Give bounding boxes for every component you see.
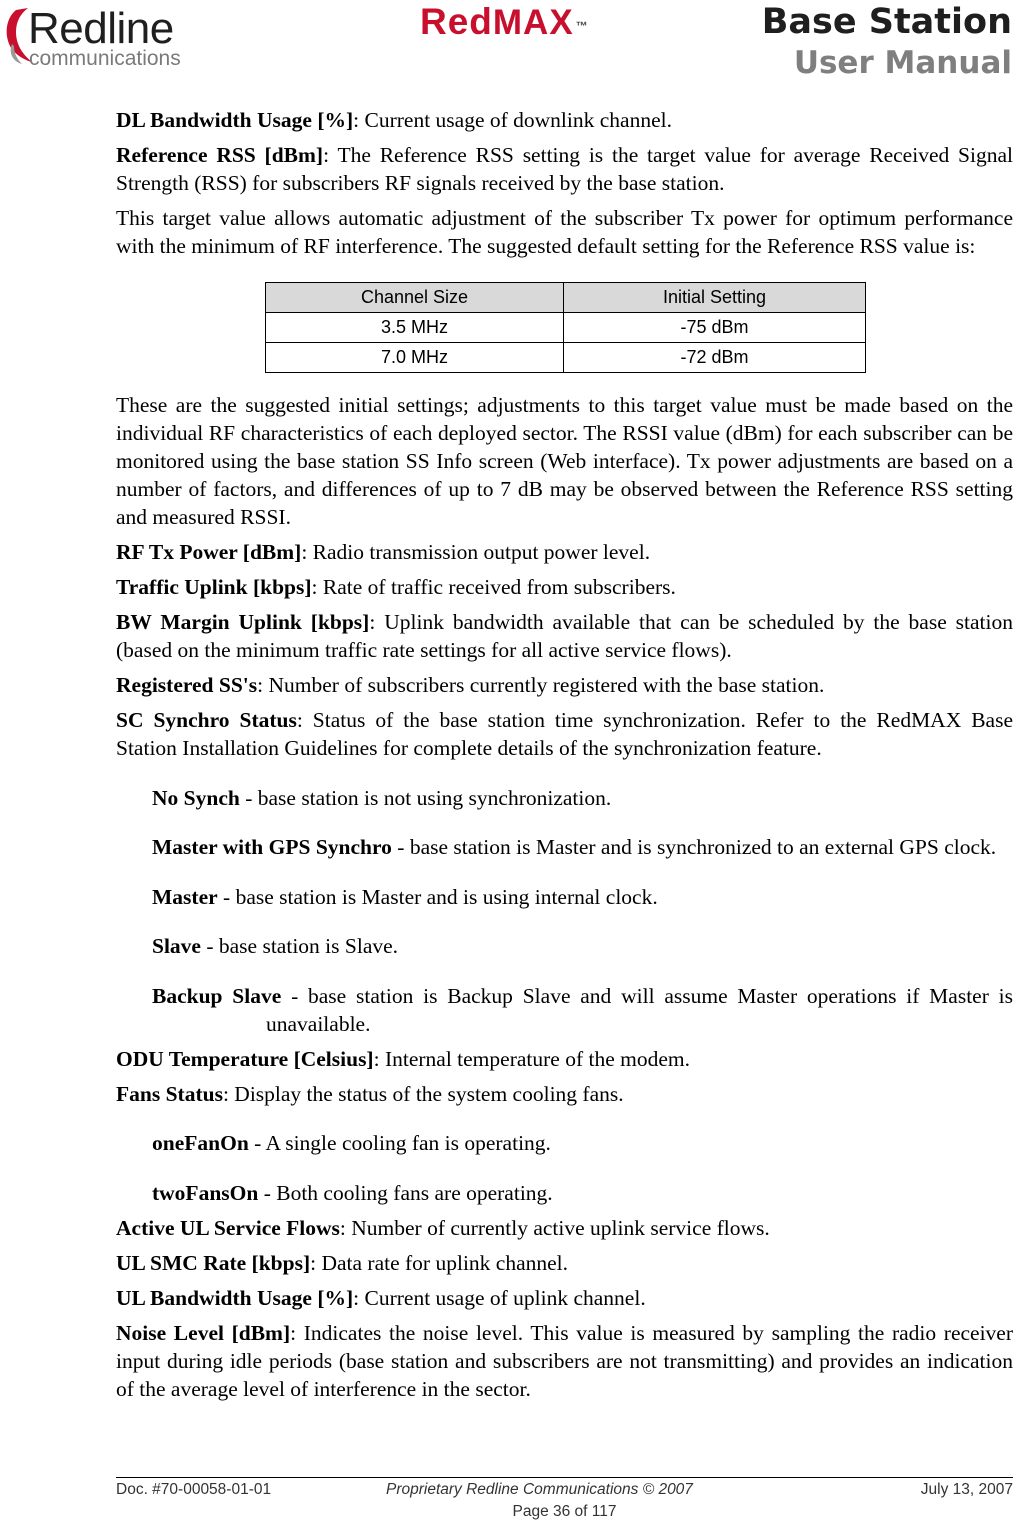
column-header: Channel Size [266, 283, 564, 313]
term: Master [152, 884, 218, 909]
definition: - base station is not using synchronization. [239, 785, 612, 810]
term: DL Bandwidth Usage [%] [116, 108, 354, 132]
copyright-notice: Proprietary Redline Communications © 2007 [386, 1481, 693, 1498]
term: UL SMC Rate [kbps] [116, 1250, 311, 1275]
rss-table-container [116, 282, 1013, 373]
table-header-row [266, 283, 866, 313]
term: Backup Slave [152, 983, 282, 1008]
definition: : Data rate for uplink channel. [310, 1250, 569, 1275]
definition: - A single cooling fan is operating. [248, 1131, 551, 1155]
fan-option-one-fan-on [152, 1129, 1013, 1157]
definition: : Indicates the noise level. This value is measured by sampling the radio receiver input during idle periods (base station and subscribers are not transmitting) and provides an indication of the average level of interference in the sector. [116, 1320, 1014, 1401]
definition-bw-margin-uplink [116, 608, 1013, 664]
page-content [116, 106, 1013, 1410]
document-date: July 13, 2007 [920, 1481, 1013, 1498]
term: No Synch [152, 785, 240, 810]
term: Slave [152, 934, 201, 958]
document-number: Doc. #70-00058-01-01 [116, 1481, 272, 1498]
definition: - base station is Master and is synchronized to an external GPS clock. [391, 835, 997, 859]
definition: - base station is Backup Slave and will assume Master operations if Master is unavailable. [266, 983, 1013, 1036]
definition-fans-status [116, 1080, 1013, 1108]
manual-subtitle: User Manual [793, 45, 1012, 81]
definition: : Number of currently active uplink service flows. [339, 1215, 770, 1240]
reference-rss-paragraph: This target value allows automatic adjustment of the subscriber Tx power for optimum performance with the minimum of RF interference. The suggested default setting for the Reference RSS value is: [116, 206, 1013, 258]
term: Fans Status [116, 1081, 223, 1106]
definition: : Rate of traffic received from subscribers. [311, 575, 676, 599]
definition: - base station is Master and is using internal clock. [217, 884, 658, 909]
redline-logo [2, 4, 207, 76]
definition: : Display the status of the system cooling fans. [222, 1081, 624, 1106]
term: oneFanOn [152, 1131, 249, 1155]
definition: : Internal temperature of the modem. [373, 1046, 690, 1071]
definition-ul-bandwidth-usage [116, 1284, 1013, 1312]
term: UL Bandwidth Usage [%] [116, 1285, 354, 1310]
table-row [266, 313, 866, 343]
sync-option-backup-slave [152, 982, 1013, 1038]
page-number: Page 36 of 117 [512, 1503, 617, 1520]
table-row [266, 343, 866, 373]
sync-option-master-gps [152, 833, 1013, 861]
definition-active-ul-service-flows [116, 1214, 1013, 1242]
definition-rf-tx-power [116, 538, 1013, 566]
term: Reference RSS [dBm] [116, 143, 324, 167]
term: Traffic Uplink [kbps] [116, 575, 312, 599]
definition-reference-rss [116, 141, 1013, 197]
definition-ul-smc-rate [116, 1249, 1013, 1277]
page-header [0, 0, 1017, 90]
definition-sc-synchro-status [116, 706, 1013, 762]
definition-traffic-uplink [116, 573, 1013, 601]
table-cell: -72 dBm [564, 343, 866, 373]
term: SC Synchro Status [116, 708, 297, 732]
brand-red: Red [420, 1, 493, 42]
logo-wordmark: Redline [28, 4, 174, 53]
definition: - base station is Slave. [200, 934, 399, 958]
definition: : Radio transmission output power level. [301, 540, 651, 564]
rss-adjustment-paragraph: These are the suggested initial settings; adjustments to this target value must be made based on the individual RF characteristics of each deployed sector. The RSSI value (dBm) for each subscriber can be monitored using the base station SS Info screen (Web interface). Tx power adjustments are based on a number of factors, and differences of up to 7 dB may be observed between the Reference RSS setting and measured RSSI. [116, 393, 1013, 529]
term: BW Margin Uplink [kbps] [116, 610, 370, 634]
term: Active UL Service Flows [116, 1215, 340, 1240]
definition: : Status of the base station time synchronization. Refer to the RedMAX Base Station Installation Guidelines for complete details of the synchronization feature. [116, 708, 1013, 760]
definition-registered-ss [116, 671, 1013, 699]
definition: : Current usage of downlink channel. [353, 108, 672, 132]
definition: : Uplink bandwidth available that can be scheduled by the base station (based on the minimum traffic rate settings for all active service flows). [116, 610, 1013, 662]
definition-dl-bandwidth [116, 106, 1013, 134]
term: Noise Level [dBm] [116, 1320, 291, 1345]
definition-noise-level [116, 1319, 1013, 1403]
definition-odu-temperature [116, 1045, 1013, 1073]
redmax-brand [420, 2, 587, 43]
fan-option-two-fans-on [152, 1179, 1013, 1207]
brand-max: MAX [492, 3, 574, 42]
logo-tagline: communications [29, 47, 181, 70]
definition: : Current usage of uplink channel. [353, 1285, 646, 1310]
trademark-symbol: ™ [575, 19, 589, 33]
sync-option-no-synch [152, 784, 1013, 812]
table-cell: 7.0 MHz [266, 343, 564, 373]
term: twoFansOn [152, 1180, 259, 1205]
table-cell: -75 dBm [564, 313, 866, 343]
sync-option-master [152, 883, 1013, 911]
reference-rss-table [265, 282, 866, 373]
definition: : The Reference RSS setting is the target value for average Received Signal Strength (RSS) for subscribers RF signals received by the base station. [116, 143, 1013, 195]
manual-title: Base Station [761, 2, 1012, 42]
sync-option-slave [152, 932, 1013, 960]
definition: - Both cooling fans are operating. [258, 1180, 553, 1205]
definition: : Number of subscribers currently registered with the base station. [257, 673, 825, 697]
column-header: Initial Setting [564, 283, 866, 313]
term: Registered SS's [116, 673, 258, 697]
table-cell: 3.5 MHz [266, 313, 564, 343]
footer-divider [116, 1477, 1013, 1478]
term: ODU Temperature [Celsius] [116, 1046, 374, 1071]
term: RF Tx Power [dBm] [116, 540, 302, 564]
term: Master with GPS Synchro [152, 835, 392, 859]
